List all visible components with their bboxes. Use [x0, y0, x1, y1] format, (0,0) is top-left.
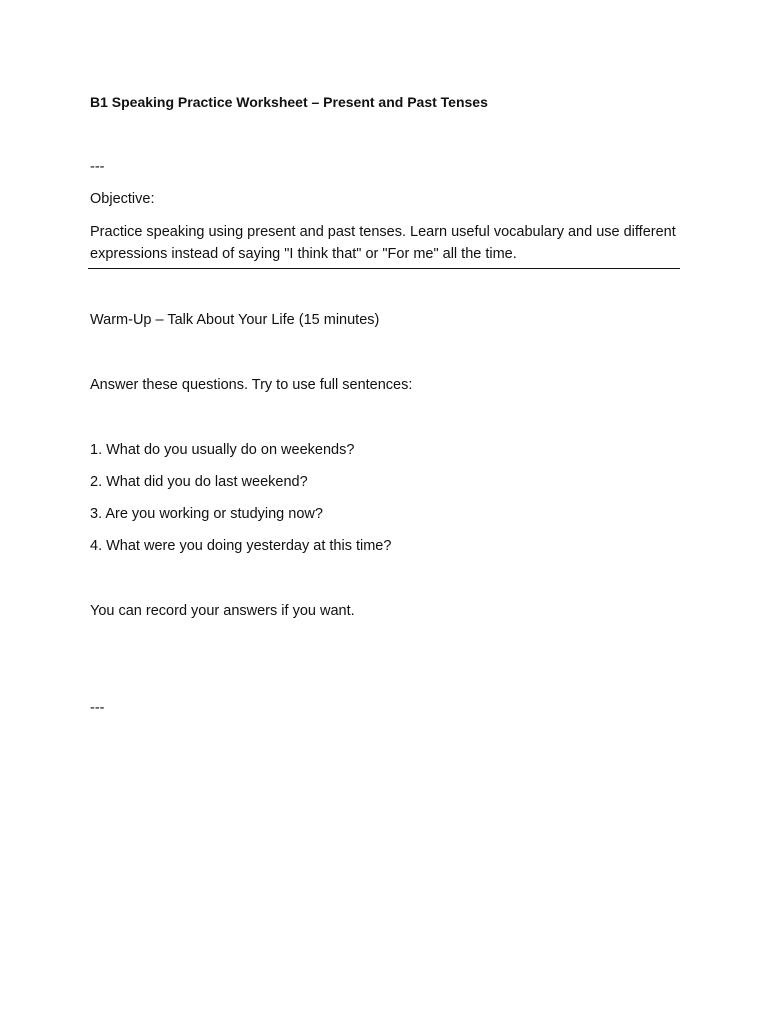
document-title: B1 Speaking Practice Worksheet – Present and Past Tenses	[90, 94, 488, 110]
objective-label: Objective:	[90, 191, 155, 207]
recording-note: You can record your answers if you want.	[90, 603, 355, 619]
question-item-2: 2. What did you do last weekend?	[90, 474, 308, 490]
warmup-heading: Warm-Up – Talk About Your Life (15 minutes)	[90, 312, 380, 328]
question-item-1: 1. What do you usually do on weekends?	[90, 442, 355, 458]
horizontal-rule	[88, 268, 680, 269]
objective-text-line-1: Practice speaking using present and past tenses. Learn useful vocabulary and use different	[90, 224, 676, 240]
separator-top: ---	[90, 159, 105, 175]
instructions-text: Answer these questions. Try to use full sentences:	[90, 377, 413, 393]
question-item-4: 4. What were you doing yesterday at this time?	[90, 538, 392, 554]
objective-text-line-2: expressions instead of saying "I think that" or "For me" all the time.	[90, 246, 517, 262]
separator-bottom: ---	[90, 700, 105, 716]
question-item-3: 3. Are you working or studying now?	[90, 506, 323, 522]
